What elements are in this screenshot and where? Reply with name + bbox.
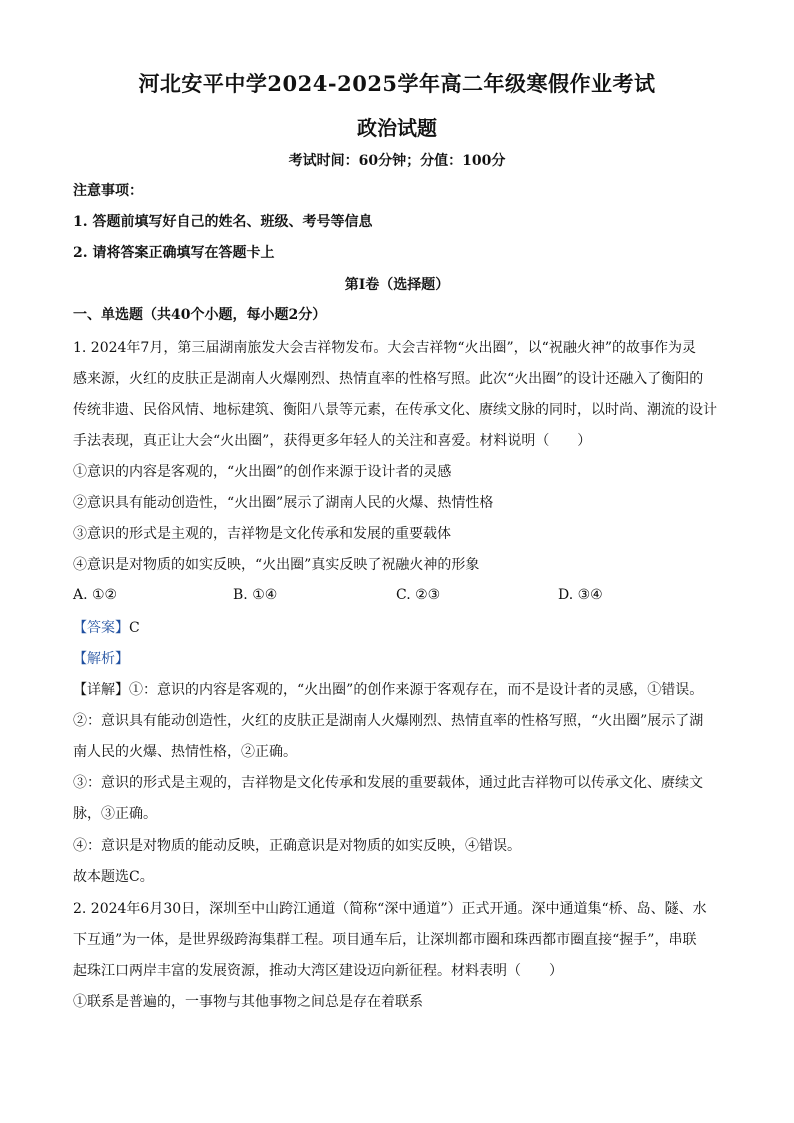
- notes-heading: 注意事项：: [73, 183, 143, 199]
- q2-stem-line: 2. 2024年6月30日，深圳至中山跨江通道（简称“深中通道”）正式开通。深中通道集“桥、岛、隧、水: [73, 901, 707, 917]
- answer-value: C: [129, 620, 140, 636]
- q1-statement: ③意识的形式是主观的，吉祥物是文化传承和发展的重要载体: [73, 526, 451, 542]
- q2-stem-line: 起珠江口两岸丰富的发展资源，推动大湾区建设迈向新征程。材料表明（ ）: [73, 963, 563, 979]
- q1-detail-line: 【详解】①：意识的内容是客观的，“火出圈”的创作来源于客观存在，而不是设计者的灵感，①错误。: [73, 682, 704, 698]
- q2-statement: ①联系是普遍的，一事物与其他事物之间总是存在着联系: [73, 994, 423, 1010]
- q1-statement: ①意识的内容是客观的，“火出圈”的创作来源于设计者的灵感: [73, 464, 452, 480]
- q1-statement: ④意识是对物质的如实反映，“火出圈”真实反映了祝融火神的形象: [73, 557, 480, 573]
- answer-label: 【答案】: [73, 620, 129, 636]
- q1-statement: ②意识具有能动创造性，“火出圈”展示了湖南人民的火爆、热情性格: [73, 495, 494, 511]
- q1-detail-line: ④：意识是对物质的能动反映，正确意识是对物质的如实反映，④错误。: [73, 838, 521, 854]
- q1-stem-line: 传统非遗、民俗风情、地标建筑、衡阳八景等元素，在传承文化、赓续文脉的同时，以时尚、潮流的设计: [73, 402, 717, 418]
- exam-info: 考试时间：60分钟；分值：100分: [288, 153, 506, 169]
- q1-detail-line: 脉，③正确。: [73, 806, 157, 822]
- q1-detail-line: 南人民的火爆、热情性格，②正确。: [73, 744, 297, 760]
- q1-detail-line: ②：意识具有能动创造性，火红的皮肤正是湖南人火爆刚烈、热情直率的性格写照，“火出圈”展示了湖: [73, 713, 704, 729]
- q1-option-b: B. ①④: [233, 587, 278, 603]
- subject-title: 政治试题: [357, 116, 437, 140]
- q1-stem-line: 手法表现，真正让大会“火出圈”，获得更多年轻人的关注和喜爱。材料说明（ ）: [73, 433, 592, 449]
- q1-answer: [73, 618, 723, 638]
- q1-stem-line: 1. 2024年7月，第三届湖南旅发大会吉祥物发布。大会吉祥物“火出圈”，以“祝融火神”的故事作为灵: [73, 340, 696, 356]
- q2-stem-line: 下互通”为一体，是世界级跨海集群工程。项目通车后，让深圳都市圈和珠西都市圈直接“握手”，串联: [73, 932, 697, 948]
- q1-stem-line: 感来源，火红的皮肤正是湖南人火爆刚烈、热情直率的性格写照。此次“火出圈”的设计还融入了衡阳的: [73, 371, 704, 387]
- analysis-label: 【解析】: [73, 651, 129, 667]
- q1-option-d: D. ③④: [558, 587, 603, 603]
- q1-option-a: A. ①②: [73, 587, 118, 603]
- q1-detail-line: ③：意识的形式是主观的，吉祥物是文化传承和发展的重要载体，通过此吉祥物可以传承文化、赓续文: [73, 775, 703, 791]
- exam-title: 河北安平中学2024-2025学年高二年级寒假作业考试: [138, 71, 656, 96]
- q1-option-c: C. ②③: [396, 587, 441, 603]
- q1-detail-line: 故本题选C。: [73, 869, 154, 885]
- section-heading: 一、单选题（共40个小题，每小题2分）: [73, 307, 327, 323]
- notes-item: 2. 请将答案正确填写在答题卡上: [73, 245, 275, 261]
- part-heading: 第Ⅰ卷（选择题）: [344, 277, 450, 293]
- notes-item: 1. 答题前填写好自己的姓名、班级、考号等信息: [73, 214, 373, 230]
